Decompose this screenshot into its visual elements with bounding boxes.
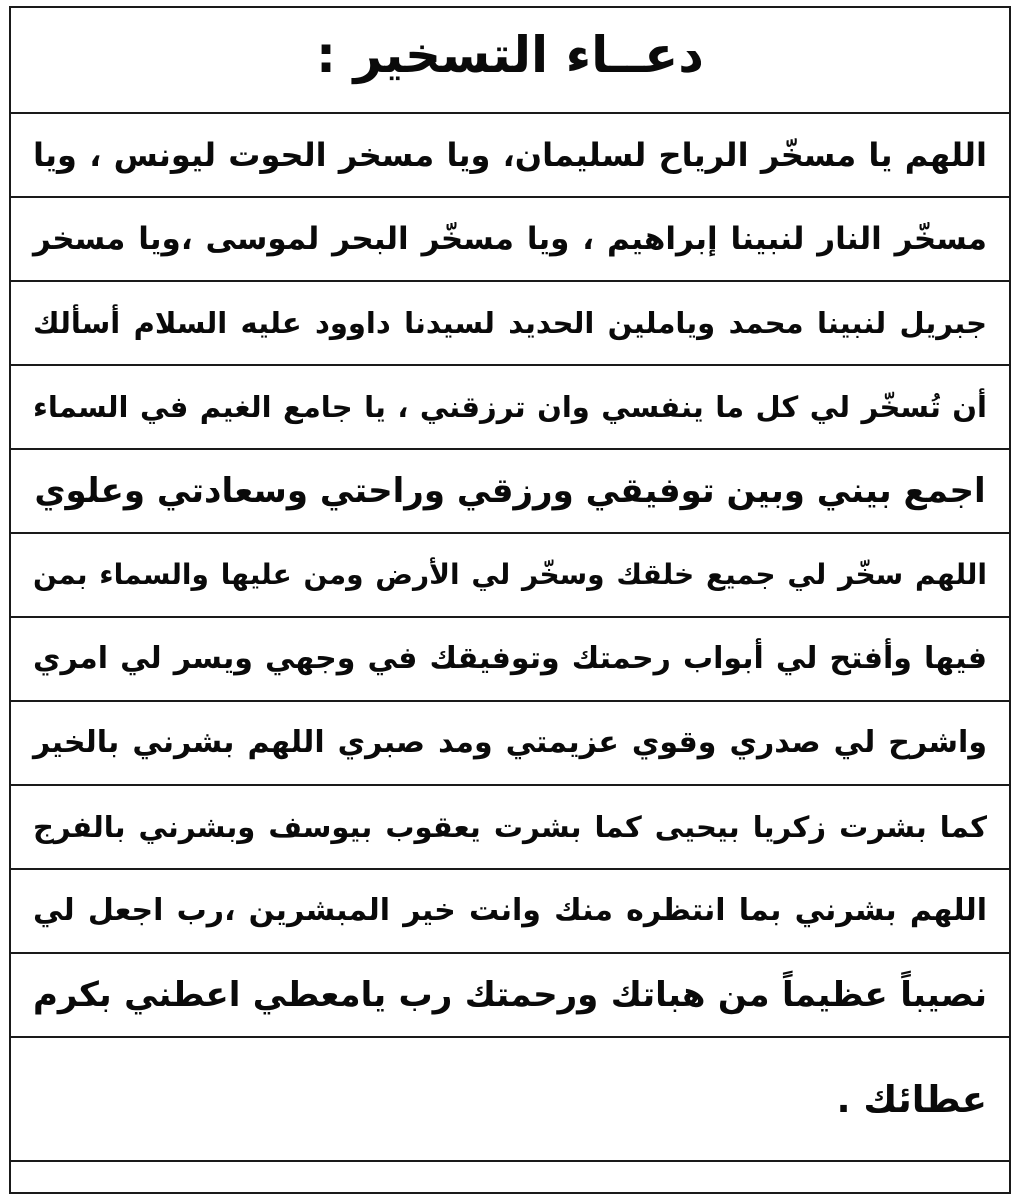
text-line-final xyxy=(11,1038,1009,1162)
text-line-content: أن تُسخّر لي كل ما ينفسي وان ترزقني ، يا جامع الغيم في السماء xyxy=(33,389,987,424)
text-line-content: عطائك . xyxy=(836,1077,987,1121)
text-line-content: اللهم بشرني بما انتظره منك وانت خير المبشرين ،رب اجعل لي xyxy=(33,893,987,928)
text-line xyxy=(11,534,1009,618)
text-line xyxy=(11,870,1009,954)
text-line xyxy=(11,702,1009,786)
text-line xyxy=(11,618,1009,702)
text-line-content: نصيباً عظيماً من هباتك ورحمتك رب يامعطي اعطني بكرم xyxy=(33,975,987,1015)
text-line xyxy=(11,450,1009,534)
text-line xyxy=(11,954,1009,1038)
text-line xyxy=(11,786,1009,870)
text-line xyxy=(11,114,1009,198)
text-line-content: اللهم يا مسخّر الرياح لسليمان، ويا مسخر الحوت ليونس ، ويا xyxy=(33,136,987,174)
page-title: دعــاء التسخير : xyxy=(316,26,704,84)
text-line-content: جبريل لنبينا محمد وياملين الحديد لسيدنا داوود عليه السلام أسألك xyxy=(33,305,987,340)
text-line-content: اجمع بيني وبين توفيقي ورزقي وراحتي وسعادتي وعلوي xyxy=(34,471,986,511)
text-line-content: فيها وأفتح لي أبواب رحمتك وتوفيقك في وجهي ويسر لي امري xyxy=(33,641,987,676)
text-line xyxy=(11,366,1009,450)
text-line xyxy=(11,282,1009,366)
title-row xyxy=(11,8,1009,114)
prayer-frame xyxy=(9,6,1011,1194)
text-line-content: مسخّر النار لنبينا إبراهيم ، ويا مسخّر البحر لموسى ،ويا مسخر xyxy=(33,220,987,257)
text-line-content: كما بشرت زكريا بيحيى كما بشرت يعقوب بيوسف وبشرني بالفرج xyxy=(33,809,987,844)
text-line-content: واشرح لي صدري وقوي عزيمتي ومد صبري اللهم بشرني بالخير xyxy=(33,725,987,760)
text-line-content: اللهم سخّر لي جميع خلقك وسخّر لي الأرض ومن عليها والسماء بمن xyxy=(33,558,987,591)
text-line xyxy=(11,198,1009,282)
